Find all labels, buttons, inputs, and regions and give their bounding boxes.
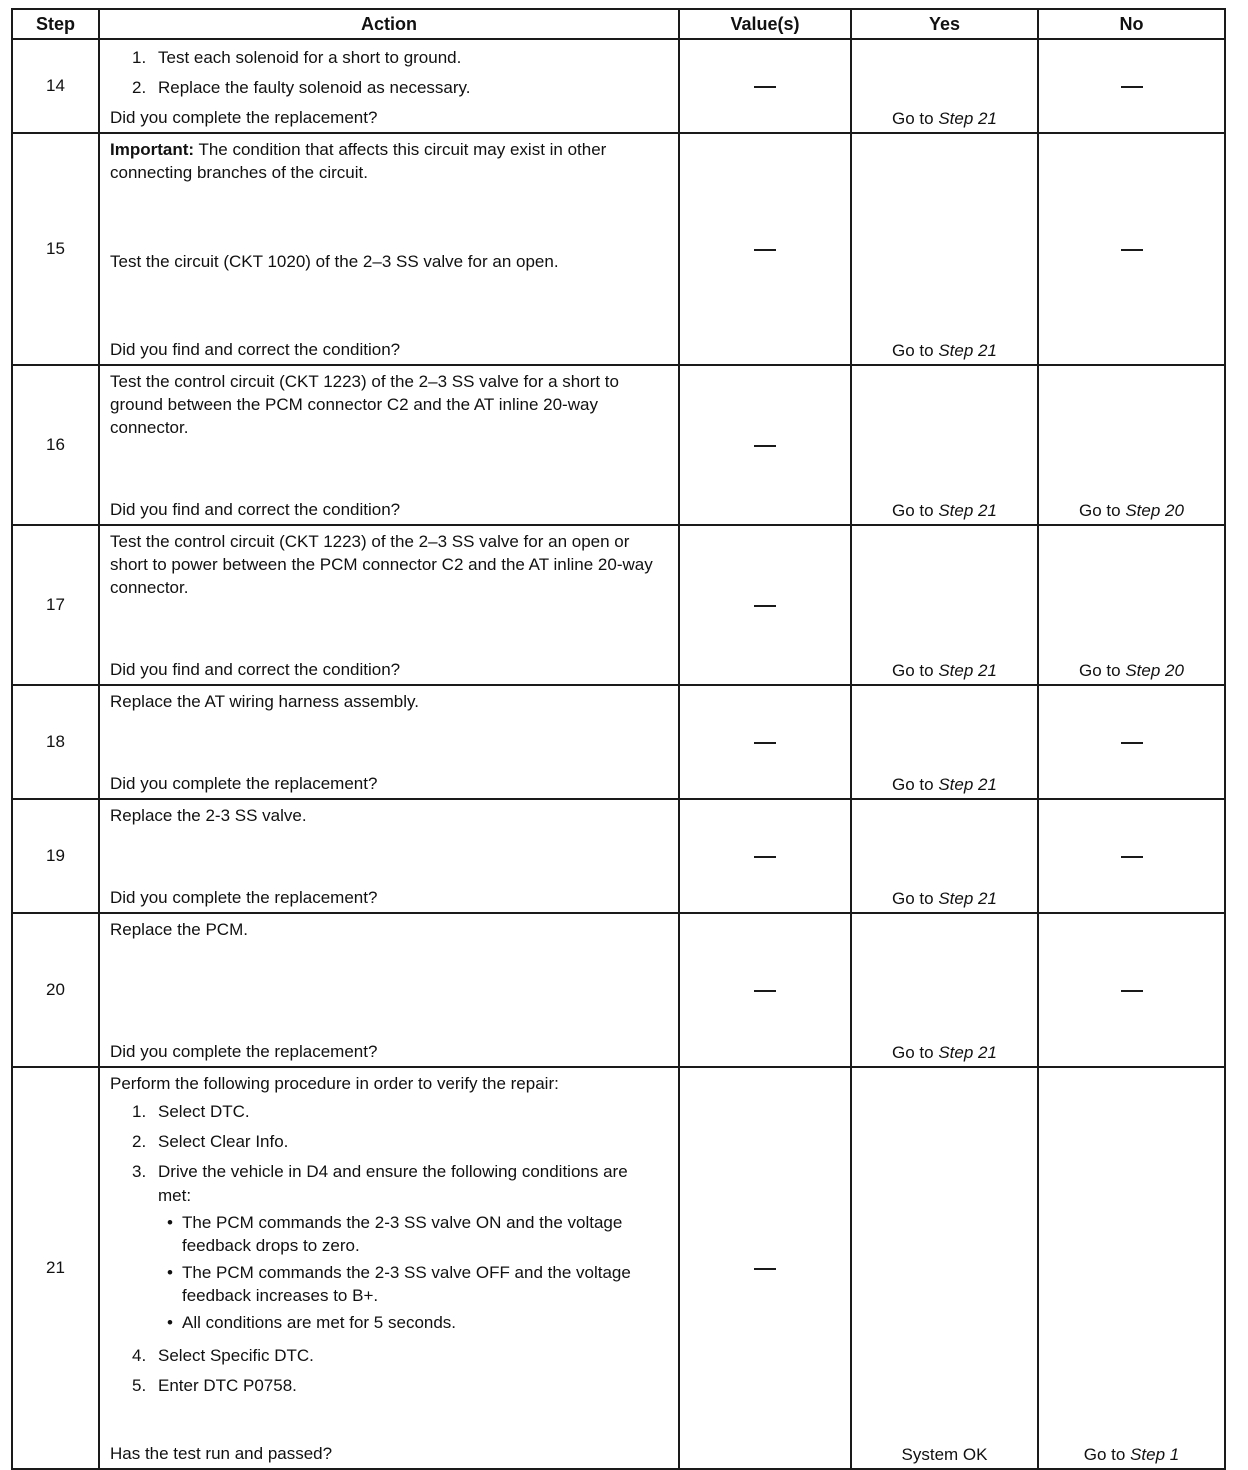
table-row bbox=[12, 133, 1225, 365]
header-no: No bbox=[1038, 9, 1225, 39]
no-cell bbox=[1038, 39, 1225, 133]
action-cell bbox=[99, 685, 679, 799]
action-cell bbox=[99, 1067, 679, 1469]
header-yes: Yes bbox=[851, 9, 1038, 39]
dash-mark bbox=[1121, 990, 1143, 992]
action-list bbox=[110, 1100, 670, 1398]
value-cell bbox=[679, 1067, 851, 1469]
step-number: 21 bbox=[12, 1067, 99, 1469]
table-row bbox=[12, 1067, 1225, 1469]
dash-mark bbox=[1121, 742, 1143, 744]
value-cell bbox=[679, 913, 851, 1067]
yes-cell: Go to Step 21 bbox=[851, 799, 1038, 913]
value-cell bbox=[679, 39, 851, 133]
diagnostic-table bbox=[11, 8, 1226, 1470]
action-text: Test the control circuit (CKT 1223) of the 2–3 SS valve for a short to ground between the PCM connector C2 and the AT inline 20-way connector. bbox=[110, 372, 619, 437]
dash-mark bbox=[754, 856, 776, 858]
dash-mark bbox=[754, 249, 776, 251]
header-step: Step bbox=[12, 9, 99, 39]
action-text: Replace the PCM. bbox=[110, 920, 248, 939]
dash-mark bbox=[1121, 249, 1143, 251]
yes-cell: Go to Step 21 bbox=[851, 39, 1038, 133]
step-number: 15 bbox=[12, 133, 99, 365]
value-cell bbox=[679, 365, 851, 525]
step-number: 20 bbox=[12, 913, 99, 1067]
action-text: Replace the 2-3 SS valve. bbox=[110, 806, 307, 825]
condition-item: • The PCM commands the 2-3 SS valve ON and the voltage feedback drops to zero. bbox=[167, 1213, 623, 1255]
list-item: 5. Enter DTC P0758. bbox=[132, 1376, 297, 1395]
dash-mark bbox=[754, 742, 776, 744]
yes-cell: Go to Step 21 bbox=[851, 365, 1038, 525]
action-text: Test the circuit (CKT 1020) of the 2–3 SS valve for an open. bbox=[110, 251, 559, 271]
action-cell bbox=[99, 365, 679, 525]
no-cell: Go to Step 20 bbox=[1038, 365, 1225, 525]
list-item: 4. Select Specific DTC. bbox=[132, 1346, 314, 1365]
table-row bbox=[12, 913, 1225, 1067]
no-cell bbox=[1038, 133, 1225, 365]
important-note: Important: The condition that affects this circuit may exist in other connecting branches of the circuit. bbox=[110, 140, 607, 182]
step-number: 18 bbox=[12, 685, 99, 799]
action-question: Did you find and correct the condition? bbox=[110, 340, 401, 359]
action-question: Did you complete the replacement? bbox=[110, 1042, 378, 1061]
list-item: 1. Test each solenoid for a short to ground. bbox=[132, 48, 462, 67]
no-cell bbox=[1038, 685, 1225, 799]
condition-list bbox=[132, 1211, 696, 1338]
value-cell bbox=[679, 525, 851, 685]
action-question: Did you complete the replacement? bbox=[110, 888, 378, 907]
yes-cell: Go to Step 21 bbox=[851, 685, 1038, 799]
dash-mark bbox=[754, 605, 776, 607]
table-row bbox=[12, 799, 1225, 913]
dash-mark bbox=[1121, 856, 1143, 858]
header-values: Value(s) bbox=[679, 9, 851, 39]
value-cell bbox=[679, 133, 851, 365]
table-row bbox=[12, 525, 1225, 685]
dash-mark bbox=[1121, 86, 1143, 88]
action-cell bbox=[99, 913, 679, 1067]
list-item: 2. Select Clear Info. bbox=[132, 1132, 289, 1151]
step-number: 17 bbox=[12, 525, 99, 685]
action-text: Replace the AT wiring harness assembly. bbox=[110, 692, 419, 711]
list-item: 1. Select DTC. bbox=[132, 1102, 250, 1121]
table-row bbox=[12, 39, 1225, 133]
action-question: Has the test run and passed? bbox=[110, 1444, 333, 1463]
step-number: 16 bbox=[12, 365, 99, 525]
dash-mark bbox=[754, 86, 776, 88]
action-text: Test the control circuit (CKT 1223) of the 2–3 SS valve for an open or short to power between the PCM connector C2 and the AT inline 20-way connector. bbox=[110, 532, 653, 597]
no-cell: Go to Step 20 bbox=[1038, 525, 1225, 685]
action-question: Did you complete the replacement? bbox=[110, 774, 378, 793]
condition-item: • All conditions are met for 5 seconds. bbox=[167, 1313, 457, 1332]
dash-mark bbox=[754, 445, 776, 447]
action-list bbox=[110, 46, 670, 100]
step-number: 19 bbox=[12, 799, 99, 913]
yes-cell: System OK bbox=[851, 1067, 1038, 1469]
no-cell bbox=[1038, 799, 1225, 913]
dash-mark bbox=[754, 990, 776, 992]
table-row bbox=[12, 365, 1225, 525]
action-cell bbox=[99, 39, 679, 133]
action-cell bbox=[99, 133, 679, 365]
action-cell bbox=[99, 799, 679, 913]
yes-cell: Go to Step 21 bbox=[851, 525, 1038, 685]
value-cell bbox=[679, 799, 851, 913]
action-question: Did you find and correct the condition? bbox=[110, 660, 401, 679]
condition-item: • The PCM commands the 2-3 SS valve OFF and the voltage feedback increases to B+. bbox=[167, 1263, 631, 1305]
no-cell: Go to Step 1 bbox=[1038, 1067, 1225, 1469]
action-intro: Perform the following procedure in order to verify the repair: bbox=[110, 1074, 559, 1093]
action-question: Did you complete the replacement? bbox=[110, 108, 378, 127]
step-number: 14 bbox=[12, 39, 99, 133]
header-row bbox=[12, 9, 1225, 39]
yes-cell: Go to Step 21 bbox=[851, 913, 1038, 1067]
no-cell bbox=[1038, 913, 1225, 1067]
dash-mark bbox=[754, 1268, 776, 1270]
value-cell bbox=[679, 685, 851, 799]
action-question: Did you find and correct the condition? bbox=[110, 500, 401, 519]
table-row bbox=[12, 685, 1225, 799]
yes-cell: Go to Step 21 bbox=[851, 133, 1038, 365]
list-item: 2. Replace the faulty solenoid as necessary. bbox=[132, 78, 471, 97]
list-item: 3. Drive the vehicle in D4 and ensure the following conditions are met: • The PCM commands the 2-3 SS valve ON and the voltage feedback drops to zero. • The PCM commands the 2-3 SS valve OFF and the voltage feedback increases to B+. • All conditions are met for 5 seconds. bbox=[132, 1160, 670, 1344]
header-action: Action bbox=[99, 9, 679, 39]
action-cell bbox=[99, 525, 679, 685]
